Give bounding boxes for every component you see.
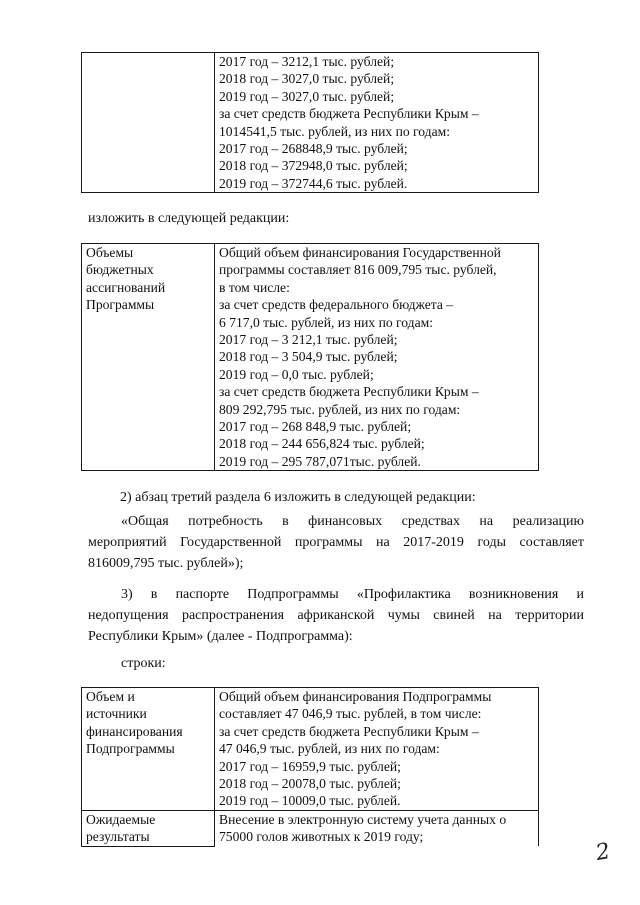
table-line: 2019 год – 0,0 тыс. рублей; (219, 366, 374, 382)
table-label-cell (82, 53, 215, 193)
text-line: 816009,795 тыс. рублей»); (88, 556, 244, 571)
table-line: Общий объем финансирования Государственной (219, 245, 501, 260)
table-row (82, 244, 539, 471)
table-line: 2017 год – 3 212,1 тыс. рублей; (219, 332, 398, 348)
text-line: 3) в паспорте Подпрограммы «Профилактика возникновения и (121, 587, 584, 602)
table-line: за счет средств федерального бюджета – (219, 297, 454, 313)
table-financing-old (81, 52, 539, 193)
table-line: Внесение в электронную систему учета данных о (219, 811, 507, 827)
table-line: 2019 год – 295 787,071тыс. рублей. (219, 453, 421, 469)
paragraph-quote (88, 511, 584, 574)
table-label-cell (82, 244, 215, 471)
table-line: финансирования (86, 723, 183, 739)
text-line: Республики Крым» (далее - Подпрограмма): (88, 629, 353, 644)
table-line: 47 046,9 тыс. рублей, из них по годам: (219, 741, 440, 757)
table-label-cell (82, 688, 215, 811)
table-line: Общий объем финансирования Подпрограммы (219, 689, 492, 704)
table-line: 75000 голов животных к 2019 году; (219, 829, 424, 845)
text-line: недопущения распространения африканской чумы свиней на территории (88, 608, 584, 623)
page-number: 2 (593, 838, 613, 867)
table-value-cell (215, 244, 539, 471)
table-line: Ожидаемые (86, 811, 156, 827)
text-line: мероприятий Государственной программы на 2017-2019 годы составляет (88, 535, 584, 550)
table-line: 2018 год – 3 504,9 тыс. рублей; (219, 349, 398, 365)
table-row (82, 53, 539, 193)
table-line: источники (86, 706, 147, 722)
table-line: Объем и (86, 689, 135, 704)
table-line: 1014541,5 тыс. рублей, из них по годам: (219, 123, 451, 139)
paragraph-item-3 (88, 584, 584, 647)
table-line: 2018 год – 20078,0 тыс. рублей; (219, 776, 401, 792)
table-line: Подпрограммы (86, 741, 175, 757)
table-row (82, 810, 539, 846)
table-line: 2018 год – 244 656,824 тыс. рублей; (219, 436, 425, 452)
table-subprogram (81, 687, 539, 847)
table-line: 2018 год – 372948,0 тыс. рублей; (219, 158, 408, 174)
table-line: бюджетных (86, 262, 154, 278)
table-line: 2017 год – 16959,9 тыс. рублей; (219, 758, 401, 774)
table-line: за счет средств бюджета Республики Крым – (219, 106, 479, 122)
table-row (82, 688, 539, 811)
table-value-cell (215, 688, 539, 811)
table-line: результаты (86, 829, 150, 845)
table-line: 809 292,795 тыс. рублей, из них по годам: (219, 401, 461, 417)
table-line: за счет средств бюджета Республики Крым – (219, 384, 479, 400)
table-line: 2019 год – 372744,6 тыс. рублей. (219, 175, 408, 191)
paragraph-stroki: строки: (121, 656, 166, 671)
table-label-cell (82, 810, 215, 846)
table-line: 2019 год – 3027,0 тыс. рублей; (219, 88, 395, 104)
paragraph-redaction: изложить в следующей редакции: (88, 211, 290, 226)
table-line: в том числе: (219, 279, 290, 295)
paragraph-item-2: 2) абзац третий раздела 6 изложить в следующей редакции: (120, 490, 476, 505)
table-line: 2017 год – 3212,1 тыс. рублей; (219, 54, 395, 69)
table-value-cell (215, 53, 539, 193)
table-line: 2017 год – 268 848,9 тыс. рублей; (219, 419, 412, 435)
table-value-cell (215, 810, 539, 846)
text-line: «Общая потребность в финансовых средствах на реализацию (121, 514, 584, 529)
table-line: 2017 год – 268848,9 тыс. рублей; (219, 141, 408, 157)
table-line: Программы (86, 297, 155, 313)
table-financing-new (81, 243, 539, 471)
table-line: ассигнований (86, 279, 166, 295)
table-line: Объемы (86, 245, 134, 260)
table-line: за счет средств бюджета Республики Крым – (219, 723, 479, 739)
table-line: программы составляет 816 009,795 тыс. рублей, (219, 262, 497, 278)
table-line: 2018 год – 3027,0 тыс. рублей; (219, 71, 395, 87)
table-line: 6 717,0 тыс. рублей, из них по годам: (219, 314, 434, 330)
table-line: составляет 47 046,9 тыс. рублей, в том числе: (219, 706, 482, 722)
table-line: 2019 год – 10009,0 тыс. рублей. (219, 793, 401, 809)
